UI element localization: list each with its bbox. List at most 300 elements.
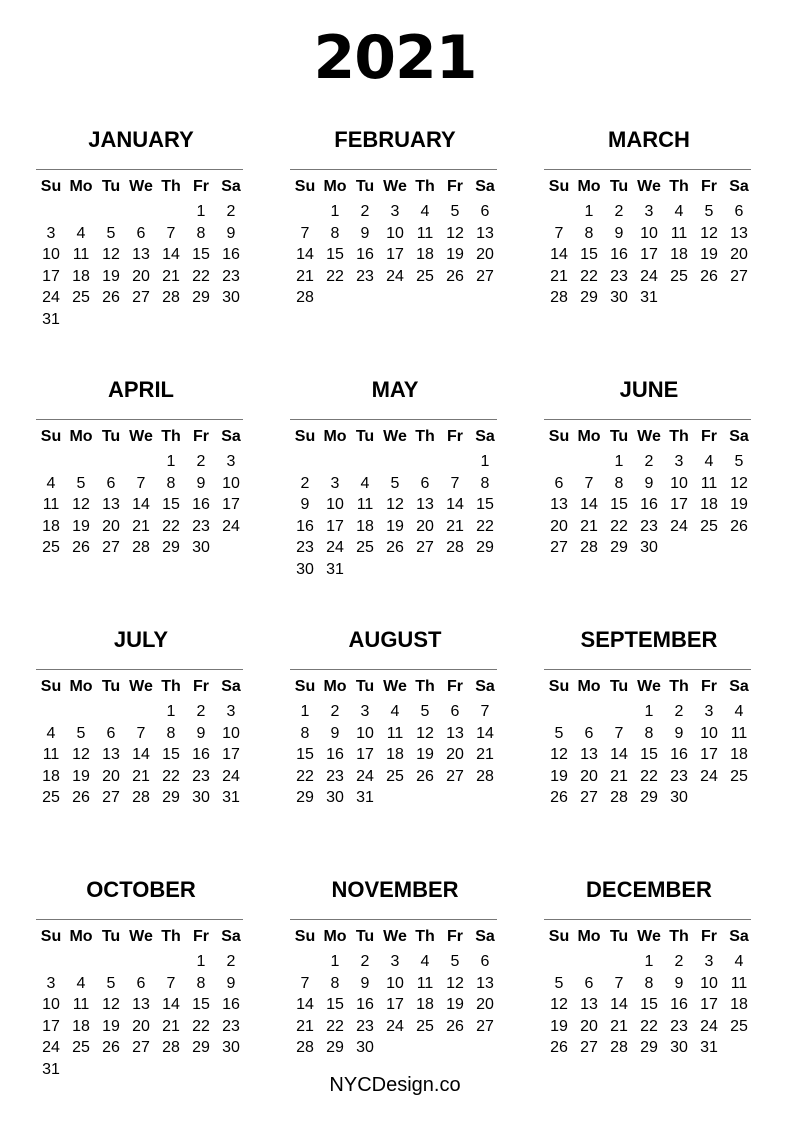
day-cell: 11 bbox=[72, 246, 90, 264]
month-divider bbox=[544, 169, 751, 170]
weekday-header bbox=[544, 677, 754, 697]
empty-day-cell bbox=[574, 451, 604, 473]
day-cell: 11 bbox=[730, 974, 748, 992]
weekday-header bbox=[544, 427, 754, 447]
day-cell: 7 bbox=[300, 224, 310, 242]
day-cell: 8 bbox=[614, 474, 624, 492]
day-cell: 4 bbox=[420, 953, 430, 970]
day-cell: 16 bbox=[296, 517, 314, 535]
day-cell: 28 bbox=[296, 1039, 314, 1057]
day-cell: 23 bbox=[192, 767, 210, 785]
day-cell: 9 bbox=[196, 474, 206, 492]
weekday-label: Fr bbox=[701, 178, 717, 195]
day-cell: 15 bbox=[162, 496, 180, 514]
weekday-label: Tu bbox=[355, 678, 375, 695]
day-cell: 9 bbox=[614, 224, 624, 242]
day-cell: 5 bbox=[734, 453, 744, 470]
weekday-label: Tu bbox=[609, 678, 629, 695]
day-cell: 3 bbox=[644, 203, 654, 220]
weekday-label: Mo bbox=[69, 678, 93, 695]
day-cell: 6 bbox=[420, 474, 430, 492]
day-cell: 6 bbox=[480, 953, 490, 970]
weekday-label: We bbox=[637, 928, 661, 945]
empty-day-cell bbox=[156, 951, 186, 973]
day-cell: 30 bbox=[670, 1039, 688, 1057]
day-cell: 25 bbox=[356, 539, 374, 557]
day-cell: 26 bbox=[102, 289, 120, 307]
day-cell: 17 bbox=[386, 246, 404, 264]
day-cell: 4 bbox=[734, 953, 744, 970]
day-cell: 9 bbox=[226, 974, 236, 992]
day-cell: 8 bbox=[584, 224, 594, 242]
day-cell: 8 bbox=[330, 224, 340, 242]
day-cell: 30 bbox=[670, 789, 688, 807]
empty-day-cell bbox=[380, 451, 410, 473]
day-cell: 15 bbox=[192, 996, 210, 1014]
day-cell: 28 bbox=[610, 1039, 628, 1057]
day-cell: 16 bbox=[192, 496, 210, 514]
day-cell: 16 bbox=[356, 246, 374, 264]
day-cell: 25 bbox=[72, 289, 90, 307]
day-cell: 29 bbox=[162, 539, 180, 557]
day-cell: 19 bbox=[700, 246, 718, 264]
day-cell: 30 bbox=[222, 289, 240, 307]
weekday-header bbox=[290, 927, 500, 947]
month-name: AUGUST bbox=[348, 627, 442, 652]
day-cell: 7 bbox=[480, 703, 490, 720]
day-cell: 18 bbox=[386, 746, 404, 764]
weekday-label: Fr bbox=[193, 428, 209, 445]
weekday-label: Mo bbox=[323, 428, 347, 445]
weekday-label: Tu bbox=[101, 178, 121, 195]
day-cell: 10 bbox=[42, 996, 60, 1014]
day-cell: 11 bbox=[42, 496, 60, 514]
day-cell: 31 bbox=[356, 789, 374, 807]
day-grid bbox=[36, 451, 246, 559]
day-cell: 19 bbox=[102, 1017, 120, 1035]
day-cell: 7 bbox=[136, 474, 146, 492]
weekday-label: Mo bbox=[577, 428, 601, 445]
empty-day-cell bbox=[604, 951, 634, 973]
day-cell: 14 bbox=[296, 246, 314, 264]
day-cell: 3 bbox=[360, 703, 370, 720]
day-cell: 27 bbox=[580, 1039, 598, 1057]
day-cell: 1 bbox=[614, 453, 624, 470]
weekday-label: Mo bbox=[69, 928, 93, 945]
day-cell: 29 bbox=[476, 539, 494, 557]
day-cell: 3 bbox=[330, 474, 340, 492]
day-cell: 13 bbox=[102, 496, 120, 514]
weekday-label: Sa bbox=[729, 678, 749, 695]
day-cell: 21 bbox=[476, 746, 494, 764]
empty-day-cell bbox=[66, 951, 96, 973]
day-cell: 13 bbox=[580, 746, 598, 764]
day-cell: 6 bbox=[136, 224, 146, 242]
weekday-label: Mo bbox=[577, 928, 601, 945]
month-divider bbox=[36, 169, 243, 170]
day-cell: 12 bbox=[416, 724, 434, 742]
day-cell: 12 bbox=[550, 746, 568, 764]
weekday-label: Mo bbox=[69, 428, 93, 445]
day-cell: 12 bbox=[102, 996, 120, 1014]
day-cell: 30 bbox=[222, 1039, 240, 1057]
day-cell: 4 bbox=[46, 474, 56, 492]
day-cell: 23 bbox=[222, 267, 240, 285]
day-cell: 24 bbox=[42, 1039, 60, 1057]
weekday-label: Tu bbox=[101, 678, 121, 695]
day-cell: 29 bbox=[192, 1039, 210, 1057]
day-cell: 1 bbox=[480, 453, 490, 470]
day-cell: 9 bbox=[360, 224, 370, 242]
day-cell: 23 bbox=[356, 1017, 374, 1035]
weekday-label: Mo bbox=[577, 178, 601, 195]
weekday-label: Th bbox=[669, 928, 689, 945]
day-cell: 18 bbox=[356, 517, 374, 535]
day-cell: 19 bbox=[386, 517, 404, 535]
day-cell: 1 bbox=[166, 453, 176, 470]
day-cell: 19 bbox=[730, 496, 748, 514]
day-cell: 25 bbox=[730, 1017, 748, 1035]
empty-day-cell bbox=[604, 701, 634, 723]
weekday-label: Sa bbox=[729, 178, 749, 195]
day-cell: 14 bbox=[446, 496, 464, 514]
day-cell: 17 bbox=[700, 996, 718, 1014]
weekday-label: Th bbox=[161, 928, 181, 945]
day-cell: 13 bbox=[730, 224, 748, 242]
month-name: MAY bbox=[371, 377, 419, 402]
day-cell: 11 bbox=[730, 724, 748, 742]
day-cell: 20 bbox=[476, 246, 494, 264]
day-cell: 14 bbox=[162, 246, 180, 264]
day-cell: 28 bbox=[162, 289, 180, 307]
weekday-label: We bbox=[129, 678, 153, 695]
weekday-header bbox=[544, 177, 754, 197]
day-cell: 16 bbox=[670, 996, 688, 1014]
day-cell: 28 bbox=[580, 539, 598, 557]
empty-day-cell bbox=[126, 201, 156, 223]
day-cell: 9 bbox=[360, 974, 370, 992]
month-divider bbox=[36, 919, 243, 920]
day-grid bbox=[544, 951, 754, 1059]
day-cell: 24 bbox=[326, 539, 344, 557]
day-cell: 27 bbox=[102, 789, 120, 807]
day-cell: 23 bbox=[640, 517, 658, 535]
empty-day-cell bbox=[66, 201, 96, 223]
day-cell: 4 bbox=[76, 224, 86, 242]
weekday-header bbox=[36, 427, 246, 447]
day-cell: 3 bbox=[674, 453, 684, 470]
day-cell: 15 bbox=[476, 496, 494, 514]
day-cell: 8 bbox=[644, 974, 654, 992]
empty-day-cell bbox=[96, 701, 126, 723]
day-cell: 19 bbox=[72, 517, 90, 535]
day-cell: 31 bbox=[42, 310, 60, 328]
month-august bbox=[290, 625, 500, 875]
weekday-label: Tu bbox=[355, 928, 375, 945]
day-cell: 6 bbox=[480, 203, 490, 220]
day-cell: 21 bbox=[162, 1017, 180, 1035]
day-cell: 29 bbox=[192, 289, 210, 307]
day-cell: 25 bbox=[730, 767, 748, 785]
day-cell: 30 bbox=[326, 789, 344, 807]
weekday-label: Su bbox=[40, 928, 62, 945]
day-cell: 6 bbox=[106, 474, 116, 492]
day-cell: 9 bbox=[300, 496, 310, 514]
day-grid bbox=[36, 701, 246, 809]
day-cell: 16 bbox=[222, 246, 240, 264]
day-cell: 15 bbox=[192, 246, 210, 264]
day-cell: 20 bbox=[550, 517, 568, 535]
day-grid bbox=[290, 201, 500, 309]
weekday-label: Su bbox=[294, 428, 316, 445]
day-cell: 31 bbox=[326, 560, 344, 578]
day-cell: 29 bbox=[162, 789, 180, 807]
day-cell: 24 bbox=[222, 767, 240, 785]
weekday-header bbox=[36, 177, 246, 197]
weekday-label: Fr bbox=[447, 928, 463, 945]
weekday-label: Th bbox=[669, 678, 689, 695]
day-cell: 24 bbox=[42, 289, 60, 307]
day-cell: 16 bbox=[326, 746, 344, 764]
empty-day-cell bbox=[36, 951, 66, 973]
day-cell: 1 bbox=[196, 203, 206, 220]
day-cell: 14 bbox=[476, 724, 494, 742]
day-cell: 10 bbox=[326, 496, 344, 514]
day-cell: 2 bbox=[196, 703, 206, 720]
day-cell: 30 bbox=[356, 1039, 374, 1057]
empty-day-cell bbox=[574, 951, 604, 973]
empty-day-cell bbox=[66, 701, 96, 723]
day-cell: 25 bbox=[42, 539, 60, 557]
day-cell: 6 bbox=[584, 974, 594, 992]
month-divider bbox=[544, 669, 751, 670]
day-cell: 27 bbox=[132, 1039, 150, 1057]
day-cell: 25 bbox=[42, 789, 60, 807]
weekday-label: We bbox=[637, 428, 661, 445]
weekday-header bbox=[290, 677, 500, 697]
month-divider bbox=[290, 919, 497, 920]
weekday-header bbox=[544, 927, 754, 947]
day-cell: 18 bbox=[730, 746, 748, 764]
day-cell: 4 bbox=[76, 974, 86, 992]
weekday-label: We bbox=[383, 428, 407, 445]
day-cell: 28 bbox=[550, 289, 568, 307]
day-cell: 22 bbox=[192, 1017, 210, 1035]
day-cell: 24 bbox=[222, 517, 240, 535]
day-cell: 23 bbox=[296, 539, 314, 557]
weekday-label: Th bbox=[669, 428, 689, 445]
day-cell: 3 bbox=[390, 203, 400, 220]
day-cell: 17 bbox=[326, 517, 344, 535]
day-cell: 29 bbox=[296, 789, 314, 807]
day-cell: 12 bbox=[72, 496, 90, 514]
day-cell: 2 bbox=[196, 453, 206, 470]
empty-day-cell bbox=[96, 951, 126, 973]
day-cell: 28 bbox=[296, 289, 314, 307]
day-cell: 13 bbox=[102, 746, 120, 764]
day-cell: 11 bbox=[416, 224, 434, 242]
day-cell: 21 bbox=[296, 1017, 314, 1035]
day-cell: 29 bbox=[580, 289, 598, 307]
day-cell: 8 bbox=[330, 974, 340, 992]
day-cell: 14 bbox=[610, 746, 628, 764]
month-divider bbox=[290, 669, 497, 670]
day-cell: 10 bbox=[42, 246, 60, 264]
day-cell: 3 bbox=[704, 703, 714, 720]
empty-day-cell bbox=[320, 451, 350, 473]
day-cell: 7 bbox=[614, 974, 624, 992]
day-cell: 24 bbox=[386, 1017, 404, 1035]
day-cell: 21 bbox=[580, 517, 598, 535]
day-cell: 11 bbox=[386, 724, 404, 742]
day-cell: 13 bbox=[416, 496, 434, 514]
day-cell: 17 bbox=[42, 1017, 60, 1035]
weekday-label: Sa bbox=[221, 928, 241, 945]
day-cell: 31 bbox=[222, 789, 240, 807]
day-cell: 31 bbox=[42, 1060, 60, 1078]
day-cell: 7 bbox=[554, 224, 564, 242]
empty-day-cell bbox=[96, 451, 126, 473]
weekday-label: Mo bbox=[577, 678, 601, 695]
day-cell: 16 bbox=[610, 246, 628, 264]
day-cell: 25 bbox=[416, 1017, 434, 1035]
day-cell: 11 bbox=[670, 224, 688, 242]
day-cell: 20 bbox=[132, 1017, 150, 1035]
day-cell: 30 bbox=[192, 789, 210, 807]
day-cell: 29 bbox=[640, 789, 658, 807]
day-cell: 12 bbox=[446, 224, 464, 242]
day-cell: 27 bbox=[416, 539, 434, 557]
day-cell: 2 bbox=[614, 203, 624, 220]
day-cell: 17 bbox=[640, 246, 658, 264]
weekday-label: Fr bbox=[447, 678, 463, 695]
day-cell: 12 bbox=[386, 496, 404, 514]
day-cell: 20 bbox=[446, 746, 464, 764]
day-cell: 14 bbox=[132, 496, 150, 514]
month-september bbox=[544, 625, 754, 875]
day-cell: 24 bbox=[700, 1017, 718, 1035]
day-cell: 22 bbox=[640, 767, 658, 785]
day-cell: 1 bbox=[584, 203, 594, 220]
day-cell: 20 bbox=[580, 1017, 598, 1035]
day-cell: 13 bbox=[580, 996, 598, 1014]
weekday-label: Fr bbox=[701, 678, 717, 695]
weekday-label: Th bbox=[161, 678, 181, 695]
weekday-label: Su bbox=[294, 928, 316, 945]
day-cell: 5 bbox=[704, 203, 714, 220]
month-january bbox=[36, 125, 246, 375]
day-cell: 29 bbox=[610, 539, 628, 557]
day-cell: 17 bbox=[356, 746, 374, 764]
day-cell: 14 bbox=[580, 496, 598, 514]
day-cell: 24 bbox=[356, 767, 374, 785]
day-cell: 16 bbox=[222, 996, 240, 1014]
day-cell: 8 bbox=[300, 724, 310, 742]
weekday-label: Tu bbox=[355, 428, 375, 445]
month-name: JANUARY bbox=[88, 127, 194, 152]
weekday-label: Sa bbox=[221, 178, 241, 195]
day-cell: 21 bbox=[132, 767, 150, 785]
day-cell: 7 bbox=[584, 474, 594, 492]
day-cell: 6 bbox=[136, 974, 146, 992]
day-cell: 5 bbox=[76, 474, 86, 492]
day-cell: 25 bbox=[416, 267, 434, 285]
day-cell: 26 bbox=[550, 1039, 568, 1057]
day-cell: 3 bbox=[46, 974, 56, 992]
weekday-label: Su bbox=[294, 178, 316, 195]
day-cell: 27 bbox=[580, 789, 598, 807]
day-cell: 9 bbox=[330, 724, 340, 742]
day-cell: 10 bbox=[386, 224, 404, 242]
day-cell: 20 bbox=[132, 267, 150, 285]
month-name: OCTOBER bbox=[86, 877, 196, 902]
day-cell: 23 bbox=[222, 1017, 240, 1035]
day-cell: 26 bbox=[700, 267, 718, 285]
day-cell: 26 bbox=[730, 517, 748, 535]
empty-day-cell bbox=[36, 451, 66, 473]
weekday-label: Fr bbox=[193, 178, 209, 195]
day-cell: 16 bbox=[356, 996, 374, 1014]
month-name: MARCH bbox=[608, 127, 690, 152]
day-cell: 2 bbox=[674, 953, 684, 970]
day-cell: 18 bbox=[42, 517, 60, 535]
empty-day-cell bbox=[290, 951, 320, 973]
weekday-label: Tu bbox=[609, 178, 629, 195]
empty-day-cell bbox=[544, 951, 574, 973]
weekday-label: Fr bbox=[447, 178, 463, 195]
day-cell: 19 bbox=[446, 996, 464, 1014]
empty-day-cell bbox=[290, 451, 320, 473]
day-cell: 2 bbox=[360, 203, 370, 220]
day-cell: 21 bbox=[610, 767, 628, 785]
day-cell: 21 bbox=[610, 1017, 628, 1035]
day-grid bbox=[544, 451, 754, 559]
weekday-label: Mo bbox=[323, 678, 347, 695]
day-cell: 2 bbox=[226, 203, 236, 220]
weekday-label: We bbox=[129, 928, 153, 945]
month-name: APRIL bbox=[108, 377, 174, 402]
day-cell: 15 bbox=[610, 496, 628, 514]
day-cell: 21 bbox=[446, 517, 464, 535]
day-cell: 5 bbox=[450, 203, 460, 220]
day-cell: 23 bbox=[670, 1017, 688, 1035]
day-cell: 19 bbox=[446, 246, 464, 264]
day-cell: 21 bbox=[296, 267, 314, 285]
day-cell: 7 bbox=[166, 224, 176, 242]
weekday-label: Su bbox=[548, 928, 570, 945]
day-cell: 27 bbox=[730, 267, 748, 285]
day-cell: 13 bbox=[446, 724, 464, 742]
day-cell: 20 bbox=[730, 246, 748, 264]
day-cell: 19 bbox=[72, 767, 90, 785]
weekday-header bbox=[290, 427, 500, 447]
month-divider bbox=[36, 669, 243, 670]
day-cell: 4 bbox=[420, 203, 430, 220]
day-cell: 25 bbox=[700, 517, 718, 535]
day-cell: 17 bbox=[222, 496, 240, 514]
month-name: NOVEMBER bbox=[331, 877, 459, 902]
day-cell: 22 bbox=[192, 267, 210, 285]
day-cell: 19 bbox=[550, 1017, 568, 1035]
day-cell: 3 bbox=[390, 953, 400, 970]
day-cell: 29 bbox=[326, 1039, 344, 1057]
day-cell: 6 bbox=[106, 724, 116, 742]
day-cell: 20 bbox=[102, 517, 120, 535]
day-cell: 30 bbox=[192, 539, 210, 557]
day-cell: 7 bbox=[614, 724, 624, 742]
day-cell: 20 bbox=[102, 767, 120, 785]
weekday-header bbox=[36, 927, 246, 947]
